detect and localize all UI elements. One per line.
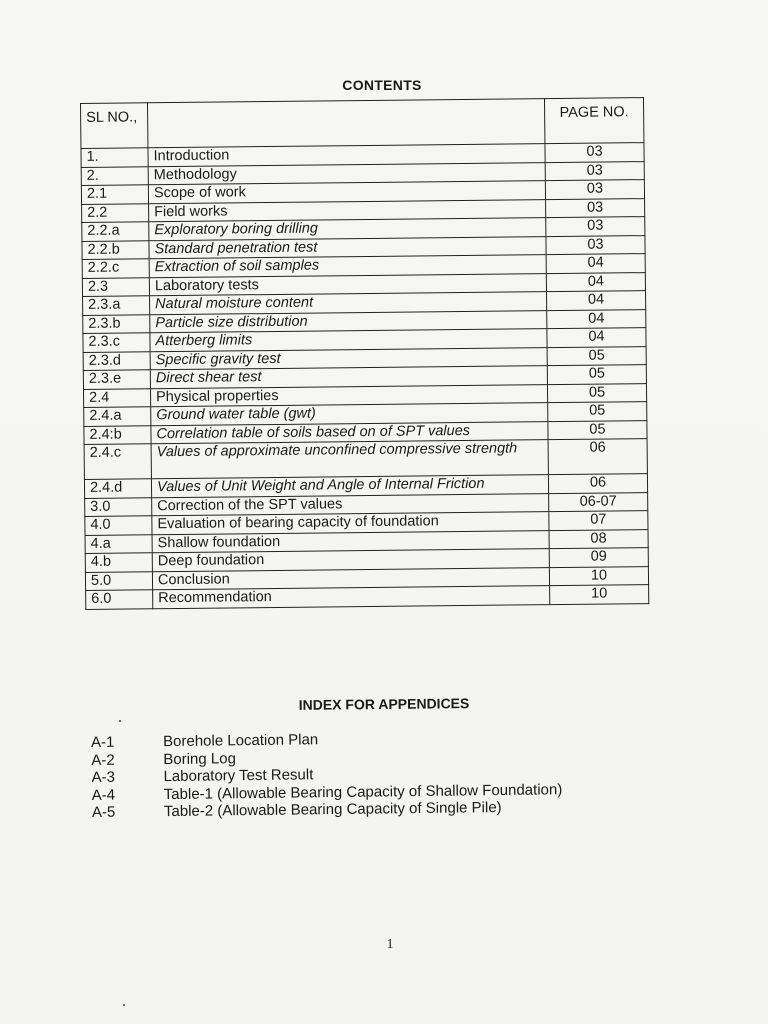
appendices-list [91, 727, 652, 821]
row-sl-no: 2.2.c [82, 259, 149, 278]
page-number: 1 [386, 937, 394, 952]
appendices-title: INDEX FOR APPENDICES [298, 695, 470, 713]
appendix-code: A-3 [91, 768, 115, 786]
row-title: Direct shear test [150, 366, 547, 389]
row-title: Field works [149, 199, 546, 222]
appendix-code: A-5 [91, 803, 116, 821]
appendix-code: A-1 [91, 733, 115, 751]
row-title: Methodology [148, 162, 545, 185]
row-sl-no: 4.a [85, 534, 152, 553]
row-page-no: 04 [547, 291, 646, 311]
row-sl-no: 2.3.e [83, 370, 150, 389]
row-title: Standard penetration test [149, 236, 546, 259]
row-sl-no: 3.0 [85, 497, 152, 516]
row-title: Introduction [148, 144, 545, 167]
row-page-no: 03 [545, 180, 644, 200]
row-title: Correlation table of soils based on of SPT values [151, 421, 548, 444]
row-title: Conclusion [152, 567, 549, 590]
row-page-no: 04 [546, 254, 645, 274]
row-page-no: 09 [549, 548, 648, 568]
row-title: Values of approximate unconfined compressive strength [151, 440, 548, 479]
row-sl-no: 2.3.b [83, 314, 150, 333]
row-page-no: 06 [548, 474, 647, 494]
row-sl-no: 5.0 [85, 571, 152, 590]
row-title: Extraction of soil samples [149, 255, 546, 278]
row-title: Atterberg limits [150, 329, 547, 352]
row-sl-no: 6.0 [86, 590, 153, 609]
row-page-no: 04 [547, 309, 646, 329]
row-title: Correction of the SPT values [152, 493, 549, 516]
row-page-no: 03 [545, 143, 644, 163]
row-page-no: 05 [548, 420, 647, 440]
row-page-no: 06 [548, 439, 647, 475]
appendix-text: Table-1 (Allowable Bearing Capacity of Shallow Foundation) [163, 780, 563, 803]
row-page-no: 08 [549, 529, 648, 549]
row-title: Ground water table (gwt) [151, 403, 548, 426]
row-title: Scope of work [148, 181, 545, 204]
row-sl-no: 2.3.d [83, 351, 150, 370]
row-page-no: 04 [547, 328, 646, 348]
contents-row [84, 439, 647, 480]
row-page-no: 03 [546, 198, 645, 218]
row-sl-no: 2.3 [82, 277, 149, 296]
row-page-no: 05 [547, 346, 646, 366]
row-title: Natural moisture content [150, 292, 547, 315]
row-page-no: 03 [546, 235, 645, 255]
row-page-no: 07 [549, 511, 648, 531]
row-page-no: 03 [545, 161, 644, 181]
row-page-no: 05 [547, 365, 646, 385]
header-page-no: PAGE NO. [544, 98, 643, 144]
header-description [148, 99, 545, 148]
row-title: Recommendation [153, 586, 550, 609]
row-sl-no: 2. [81, 166, 148, 185]
row-sl-no: 4.0 [85, 516, 152, 535]
row-sl-no: 2.2.a [82, 222, 149, 241]
row-title: Values of Unit Weight and Angle of Internal Friction [151, 475, 548, 498]
row-page-no: 05 [548, 402, 647, 422]
contents-title: CONTENTS [342, 77, 422, 93]
contents-table [80, 97, 649, 609]
row-sl-no: 2.4 [83, 388, 150, 407]
row-sl-no: 2.4.d [84, 479, 151, 498]
row-title: Specific gravity test [150, 347, 547, 370]
row-page-no: 10 [550, 585, 649, 605]
row-title: Physical properties [150, 384, 547, 407]
row-sl-no: 4.b [85, 553, 152, 572]
row-sl-no: 2.4.c [84, 444, 151, 480]
row-sl-no: 2.4:b [84, 425, 151, 444]
row-page-no: 04 [546, 272, 645, 292]
row-title: Deep foundation [152, 549, 549, 572]
contents-table-wrapper [80, 97, 649, 609]
row-title: Evaluation of bearing capacity of foundation [152, 512, 549, 535]
row-sl-no: 2.4.a [84, 407, 151, 426]
row-title: Shallow foundation [152, 530, 549, 553]
appendix-text: Laboratory Test Result [163, 766, 314, 786]
appendix-text: Borehole Location Plan [162, 731, 319, 751]
row-page-no: 10 [549, 566, 648, 586]
row-sl-no: 2.3.a [83, 296, 150, 315]
contents-table-body [81, 143, 649, 609]
row-sl-no: 2.2 [82, 203, 149, 222]
appendix-code: A-4 [91, 786, 116, 804]
row-sl-no: 2.2.b [82, 240, 149, 259]
appendix-code: A-2 [91, 751, 115, 769]
row-sl-no: 1. [81, 148, 148, 167]
row-title: Particle size distribution [150, 310, 547, 333]
appendix-text: Boring Log [163, 749, 236, 768]
contents-header-row [81, 98, 644, 149]
row-sl-no: 2.1 [81, 185, 148, 204]
row-title: Exploratory boring drilling [149, 218, 546, 241]
row-title: Laboratory tests [149, 273, 546, 296]
row-page-no: 06-07 [549, 492, 648, 512]
row-sl-no: 2.3.c [83, 333, 150, 352]
header-sl-no: SL NO., [81, 103, 148, 149]
speck-mark [123, 1004, 125, 1006]
appendix-text: Table-2 (Allowable Bearing Capacity of Single Pile) [163, 798, 502, 821]
row-page-no: 05 [547, 383, 646, 403]
row-page-no: 03 [546, 217, 645, 237]
speck-mark [119, 720, 121, 722]
